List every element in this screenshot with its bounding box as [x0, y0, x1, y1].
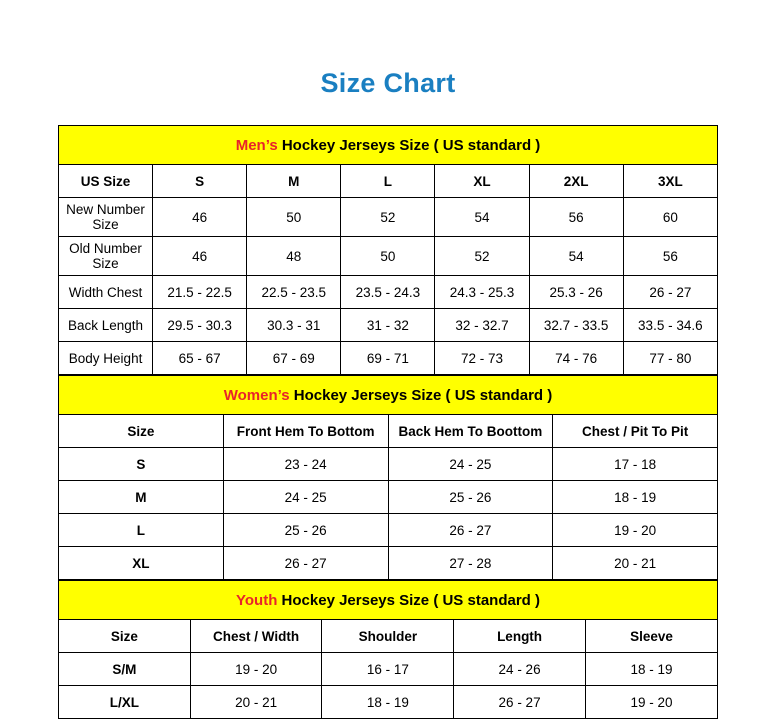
table-cell: 18 - 19 — [585, 653, 717, 686]
womens-size-table — [58, 375, 718, 580]
youth-header-row — [59, 620, 718, 653]
page-title: Size Chart — [320, 68, 456, 98]
table-cell: 69 - 71 — [341, 342, 435, 375]
table-cell: 29.5 - 30.3 — [153, 309, 247, 342]
womens-section-heading — [59, 376, 718, 415]
table-cell: 27 - 28 — [388, 547, 553, 580]
table-cell: 74 - 76 — [529, 342, 623, 375]
row-label: S — [59, 448, 224, 481]
table-cell: 17 - 18 — [553, 448, 718, 481]
table-cell: 52 — [435, 237, 529, 276]
womens-header-cell: Back Hem To Boottom — [388, 415, 553, 448]
table-cell: 33.5 - 34.6 — [623, 309, 717, 342]
row-label: Old Number Size — [59, 237, 153, 276]
table-cell: 31 - 32 — [341, 309, 435, 342]
mens-size-table — [58, 125, 718, 375]
table-cell: 25.3 - 26 — [529, 276, 623, 309]
womens-heading-rest: Hockey Jerseys Size ( US standard ) — [289, 386, 553, 404]
table-cell: 26 - 27 — [223, 547, 388, 580]
table-cell: 18 - 19 — [553, 481, 718, 514]
table-row — [59, 276, 718, 309]
row-label: Width Chest — [59, 276, 153, 309]
table-row — [59, 198, 718, 237]
table-cell: 19 - 20 — [553, 514, 718, 547]
table-cell: 24 - 25 — [223, 481, 388, 514]
table-cell: 18 - 19 — [322, 686, 454, 719]
table-cell: 46 — [153, 237, 247, 276]
row-label: M — [59, 481, 224, 514]
table-cell: 54 — [435, 198, 529, 237]
table-cell: 20 - 21 — [553, 547, 718, 580]
youth-heading-rest: Hockey Jerseys Size ( US standard ) — [277, 591, 540, 609]
table-cell: 22.5 - 23.5 — [247, 276, 341, 309]
table-cell: 25 - 26 — [388, 481, 553, 514]
youth-header-cell: Shoulder — [322, 620, 454, 653]
row-label: L/XL — [59, 686, 191, 719]
womens-section-heading-row — [59, 376, 718, 415]
table-cell: 16 - 17 — [322, 653, 454, 686]
table-cell: 24.3 - 25.3 — [435, 276, 529, 309]
table-cell: 25 - 26 — [223, 514, 388, 547]
table-row — [59, 547, 718, 580]
mens-header-cell: XL — [435, 165, 529, 198]
row-label: S/M — [59, 653, 191, 686]
table-cell: 56 — [529, 198, 623, 237]
table-cell: 77 - 80 — [623, 342, 717, 375]
table-cell: 32 - 32.7 — [435, 309, 529, 342]
mens-section-heading — [59, 126, 718, 165]
womens-header-cell: Chest / Pit To Pit — [553, 415, 718, 448]
table-cell: 26 - 27 — [623, 276, 717, 309]
mens-header-cell: US Size — [59, 165, 153, 198]
table-cell: 26 - 27 — [454, 686, 586, 719]
mens-header-row — [59, 165, 718, 198]
table-row — [59, 653, 718, 686]
row-label: Back Length — [59, 309, 153, 342]
table-row — [59, 481, 718, 514]
womens-header-cell: Front Hem To Bottom — [223, 415, 388, 448]
table-cell: 32.7 - 33.5 — [529, 309, 623, 342]
table-cell: 52 — [341, 198, 435, 237]
row-label: Body Height — [59, 342, 153, 375]
mens-section-heading-row — [59, 126, 718, 165]
mens-header-cell: 2XL — [529, 165, 623, 198]
table-row — [59, 448, 718, 481]
table-row — [59, 237, 718, 276]
table-cell: 21.5 - 22.5 — [153, 276, 247, 309]
womens-header-row — [59, 415, 718, 448]
table-cell: 50 — [341, 237, 435, 276]
womens-heading-accent: Women’s — [223, 386, 290, 404]
table-cell: 60 — [623, 198, 717, 237]
table-cell: 50 — [247, 198, 341, 237]
size-tables-container — [58, 99, 718, 719]
mens-header-cell: S — [153, 165, 247, 198]
table-cell: 23.5 - 24.3 — [341, 276, 435, 309]
mens-header-cell: L — [341, 165, 435, 198]
mens-header-cell: 3XL — [623, 165, 717, 198]
table-cell: 65 - 67 — [153, 342, 247, 375]
table-row — [59, 342, 718, 375]
table-cell: 67 - 69 — [247, 342, 341, 375]
table-cell: 30.3 - 31 — [247, 309, 341, 342]
row-label: New Number Size — [59, 198, 153, 237]
table-cell: 46 — [153, 198, 247, 237]
youth-section-heading — [59, 581, 718, 620]
table-row — [59, 686, 718, 719]
table-cell: 24 - 25 — [388, 448, 553, 481]
table-cell: 48 — [247, 237, 341, 276]
table-cell: 23 - 24 — [223, 448, 388, 481]
womens-header-cell: Size — [59, 415, 224, 448]
mens-heading-rest: Hockey Jerseys Size ( US standard ) — [277, 136, 541, 154]
youth-size-table — [58, 580, 718, 719]
table-cell: 26 - 27 — [388, 514, 553, 547]
youth-header-cell: Length — [454, 620, 586, 653]
mens-header-cell: M — [247, 165, 341, 198]
row-label: L — [59, 514, 224, 547]
table-cell: 19 - 20 — [190, 653, 322, 686]
table-cell: 72 - 73 — [435, 342, 529, 375]
table-cell: 56 — [623, 237, 717, 276]
youth-header-cell: Size — [59, 620, 191, 653]
table-cell: 20 - 21 — [190, 686, 322, 719]
row-label: XL — [59, 547, 224, 580]
youth-section-heading-row — [59, 581, 718, 620]
table-cell: 19 - 20 — [585, 686, 717, 719]
youth-heading-accent: Youth — [236, 591, 278, 609]
table-cell: 24 - 26 — [454, 653, 586, 686]
youth-header-cell: Sleeve — [585, 620, 717, 653]
table-row — [59, 514, 718, 547]
mens-heading-accent: Men’s — [235, 136, 278, 154]
youth-header-cell: Chest / Width — [190, 620, 322, 653]
table-row — [59, 309, 718, 342]
table-cell: 54 — [529, 237, 623, 276]
